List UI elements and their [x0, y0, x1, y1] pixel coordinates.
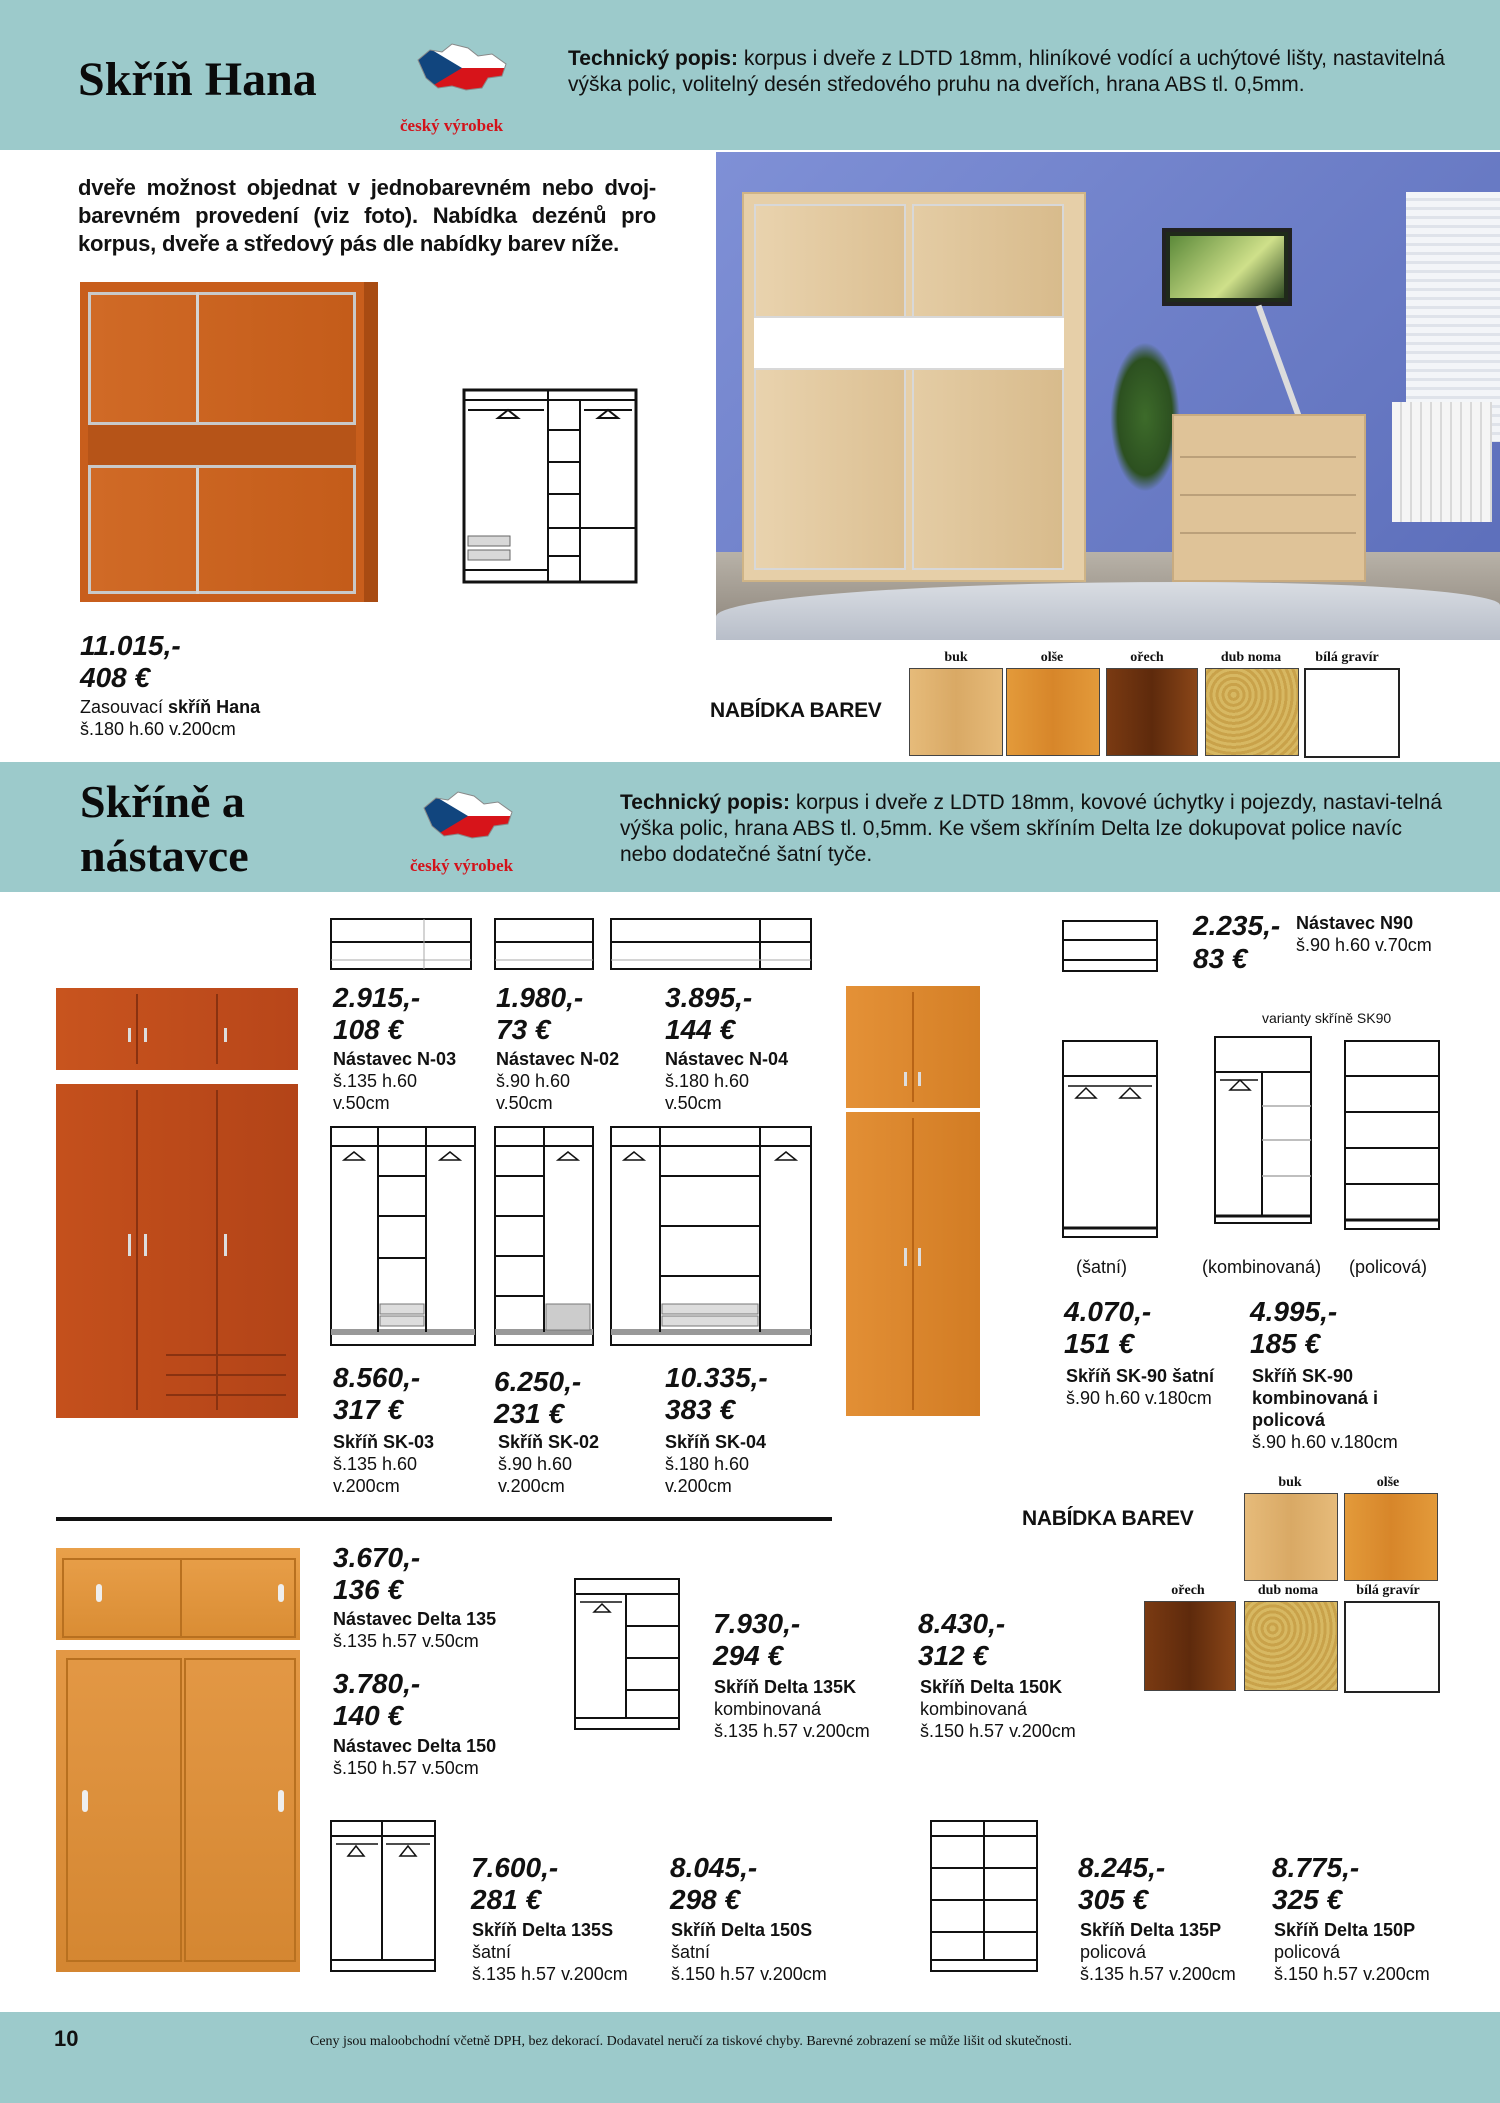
- n02-name: Nástavec N-02: [496, 1049, 620, 1069]
- sk90k-price-czk: 4.995,-: [1250, 1296, 1338, 1327]
- swatch-orech: [1106, 668, 1198, 756]
- d135k-name: Skříň Delta 135K: [714, 1677, 857, 1697]
- d135k-price-czk: 7.930,-: [713, 1608, 801, 1639]
- d135s-price-czk: 7.600,-: [471, 1852, 559, 1883]
- swatch2-buk: [1244, 1493, 1338, 1581]
- n04-dims1: š.180 h.60: [665, 1071, 750, 1091]
- sk90-kombinovana-drawing: [1214, 1036, 1312, 1224]
- delta-topbox-image: [56, 1548, 300, 1640]
- d150k-type: kombinovaná: [920, 1699, 1028, 1719]
- sk90-satni-drawing: [1062, 1040, 1158, 1238]
- d135p-name: Skříň Delta 135P: [1080, 1920, 1222, 1940]
- czech-product-label-2: český výrobek: [410, 856, 514, 875]
- d135p-price-czk: 8.245,-: [1078, 1852, 1166, 1883]
- delta-k-drawing: [574, 1578, 680, 1730]
- sk02-name: Skříň SK-02: [498, 1432, 600, 1452]
- variant-label-policova: (policová): [1349, 1257, 1428, 1277]
- colors-title-skrine: NABÍDKA BAREV: [1022, 1507, 1194, 1530]
- sk90k-dims: š.90 h.60 v.180cm: [1252, 1432, 1398, 1452]
- d150k-dims: š.150 h.57 v.200cm: [920, 1721, 1076, 1741]
- sk04-dims2: v.200cm: [665, 1476, 732, 1496]
- variant-label-kombinovana: (kombinovaná): [1202, 1257, 1322, 1277]
- n90-name: Nástavec N90: [1296, 913, 1414, 933]
- n03-drawing: [330, 918, 472, 970]
- d135p-type: policová: [1080, 1942, 1147, 1962]
- n04-drawing: [610, 918, 812, 970]
- d150s-type: šatní: [671, 1942, 711, 1962]
- variant-label-satni: (šatní): [1076, 1257, 1128, 1277]
- swatch2-label-bila-gravir: bílá gravír: [1356, 1583, 1420, 1598]
- d150p-price-eur: 325 €: [1272, 1884, 1343, 1915]
- d135n-dims: š.135 h.57 v.50cm: [333, 1631, 479, 1651]
- n02-price-czk: 1.980,-: [496, 982, 584, 1013]
- n02-dims1: š.90 h.60: [496, 1071, 571, 1091]
- sk02-price-eur: 231 €: [494, 1398, 565, 1429]
- d135k-dims: š.135 h.57 v.200cm: [714, 1721, 870, 1741]
- swatch2-label-orech: ořech: [1171, 1583, 1205, 1598]
- delta-s-drawing: [330, 1820, 436, 1972]
- sk03-price-czk: 8.560,-: [333, 1362, 421, 1393]
- sk04-price-czk: 10.335,-: [665, 1362, 768, 1393]
- n02-price-eur: 73 €: [496, 1014, 551, 1045]
- sk04-name: Skříň SK-04: [665, 1432, 767, 1452]
- section-title-skrine-line2: nástavce: [80, 830, 249, 881]
- colors-title-hana: NABÍDKA BAREV: [710, 699, 882, 722]
- swatch-label-buk: buk: [944, 650, 968, 665]
- n03-price-czk: 2.915,-: [333, 982, 421, 1013]
- tech-label-2: Technický popis:: [620, 791, 790, 814]
- d150s-price-czk: 8.045,-: [670, 1852, 758, 1883]
- sk90s-price-eur: 151 €: [1064, 1328, 1135, 1359]
- sk90s-price-czk: 4.070,-: [1064, 1296, 1152, 1327]
- d135s-type: šatní: [472, 1942, 512, 1962]
- sk90s-name: Skříň SK-90 šatní: [1066, 1366, 1215, 1386]
- n03-price-eur: 108 €: [333, 1014, 404, 1045]
- sk02-drawing: [494, 1126, 594, 1346]
- n04-dims2: v.50cm: [665, 1093, 722, 1113]
- n90-drawing: [1062, 920, 1158, 972]
- n03-dims1: š.135 h.60: [333, 1071, 418, 1091]
- footer-note: Ceny jsou maloobchodní včetně DPH, bez dekorací. Dodavatel neručí za tiskové chyby. Barevné zobrazení se může lišit od skutečnosti.: [310, 2034, 1072, 2049]
- hana-layout-drawing: [462, 388, 638, 584]
- sk90k-name2: kombinovaná i: [1252, 1388, 1379, 1408]
- sk90-topbox-image: [846, 986, 980, 1108]
- swatch2-olse: [1344, 1493, 1438, 1581]
- tech-label: Technický popis:: [568, 47, 738, 70]
- n02-dims2: v.50cm: [496, 1093, 553, 1113]
- d150n-price-eur: 140 €: [333, 1700, 404, 1731]
- d150k-price-czk: 8.430,-: [918, 1608, 1006, 1639]
- sk03-topbox-image: [56, 988, 298, 1070]
- delta-p-drawing: [930, 1820, 1038, 1972]
- tech-text-2: korpus i dveře z LDTD 18mm, kovové úchytky i pojezdy, nastavi-telná výška polic, hrana ABS tl. 0,5mm. Ke všem skříním Delta lze dokupovat police navíc nebo dodatečné šatní tyče.: [620, 791, 1443, 866]
- door-note: dveře možnost objednat v jednobarevném nebo dvoj-barevném provedení (viz foto). Nabídka dezénů pro korpus, dveře a středový pás dle nabídky barev níže.: [78, 175, 656, 256]
- d150n-dims: š.150 h.57 v.50cm: [333, 1758, 479, 1778]
- d135k-type: kombinovaná: [714, 1699, 822, 1719]
- sk04-drawing: [610, 1126, 812, 1346]
- czech-flag-map-icon-2: [418, 786, 518, 846]
- section-title-skrine-line1: Skříně a: [80, 776, 245, 827]
- sk90-wardrobe-image: [846, 1112, 980, 1416]
- swatch-label-orech: ořech: [1130, 650, 1164, 665]
- d150p-dims: š.150 h.57 v.200cm: [1274, 1964, 1430, 1984]
- n04-price-eur: 144 €: [665, 1014, 736, 1045]
- page-number: 10: [54, 2026, 79, 2051]
- n03-dims2: v.50cm: [333, 1093, 390, 1113]
- swatch2-orech: [1144, 1601, 1236, 1691]
- hana-price-czk: 11.015,-: [80, 630, 181, 661]
- d150s-dims: š.150 h.57 v.200cm: [671, 1964, 827, 1984]
- hana-product-prefix: Zasouvací: [80, 697, 169, 717]
- d135s-price-eur: 281 €: [471, 1884, 542, 1915]
- tech-description-skrine: [620, 790, 1450, 868]
- swatch2-label-buk: buk: [1278, 1475, 1302, 1490]
- n90-price-eur: 83 €: [1193, 943, 1248, 974]
- d135p-price-eur: 305 €: [1078, 1884, 1149, 1915]
- d135n-price-czk: 3.670,-: [333, 1542, 421, 1573]
- n90-price-czk: 2.235,-: [1193, 910, 1281, 941]
- tech-text: korpus i dveře z LDTD 18mm, hliníkové vodící a uchýtové lišty, nastavitelná výška polic, volitelný desén středového pruhu na dveřích, hrana ABS tl. 0,5mm.: [568, 47, 1445, 96]
- sk03-drawing: [330, 1126, 476, 1346]
- hana-wardrobe-image: [80, 282, 378, 602]
- swatch-bila-gravir: [1304, 668, 1400, 758]
- sk03-price-eur: 317 €: [333, 1394, 404, 1425]
- footer-band: [0, 2012, 1500, 2103]
- sk90k-name3: policová: [1252, 1410, 1326, 1430]
- d135s-dims: š.135 h.57 v.200cm: [472, 1964, 628, 1984]
- sk90-policova-drawing: [1344, 1040, 1440, 1230]
- sk02-dims1: š.90 h.60: [498, 1454, 573, 1474]
- d150n-name: Nástavec Delta 150: [333, 1736, 497, 1756]
- sk04-price-eur: 383 €: [665, 1394, 736, 1425]
- hana-room-photo: [716, 152, 1500, 640]
- n03-name: Nástavec N-03: [333, 1049, 457, 1069]
- n90-dims: š.90 h.60 v.70cm: [1296, 935, 1432, 955]
- d135n-name: Nástavec Delta 135: [333, 1609, 497, 1629]
- d150s-price-eur: 298 €: [670, 1884, 741, 1915]
- d150k-price-eur: 312 €: [918, 1640, 989, 1671]
- tech-description-hana: [568, 46, 1448, 98]
- sk90k-price-eur: 185 €: [1250, 1328, 1321, 1359]
- hana-price-eur: 408 €: [80, 662, 151, 693]
- swatch2-label-dub-noma: dub noma: [1257, 1583, 1319, 1598]
- swatch2-label-olse: olše: [1376, 1475, 1400, 1490]
- d150p-name: Skříň Delta 150P: [1274, 1920, 1416, 1940]
- n02-drawing: [494, 918, 594, 970]
- d135s-name: Skříň Delta 135S: [472, 1920, 614, 1940]
- d135n-price-eur: 136 €: [333, 1574, 404, 1605]
- czech-flag-map-icon: [412, 38, 512, 98]
- sk03-name: Skříň SK-03: [333, 1432, 435, 1452]
- sk04-dims1: š.180 h.60: [665, 1454, 750, 1474]
- sk90s-dims: š.90 h.60 v.180cm: [1066, 1388, 1212, 1408]
- d150p-type: policová: [1274, 1942, 1341, 1962]
- n04-price-czk: 3.895,-: [665, 982, 753, 1013]
- d150p-price-czk: 8.775,-: [1272, 1852, 1360, 1883]
- swatch-label-bila-gravir: bílá gravír: [1315, 650, 1379, 665]
- hana-product-bold: skříň Hana: [168, 697, 261, 717]
- hana-product-name: [80, 697, 260, 718]
- sk02-dims2: v.200cm: [498, 1476, 565, 1496]
- d135k-price-eur: 294 €: [713, 1640, 784, 1671]
- sk03-wardrobe-image: [56, 1084, 298, 1418]
- section-divider: [56, 1517, 832, 1521]
- d150s-name: Skříň Delta 150S: [671, 1920, 813, 1940]
- swatch-label-olse: olše: [1040, 650, 1064, 665]
- swatch-buk: [909, 668, 1003, 756]
- swatch2-dub-noma: [1244, 1601, 1338, 1691]
- swatch2-bila-gravir: [1344, 1601, 1440, 1693]
- czech-product-label: český výrobek: [400, 116, 504, 135]
- sk90k-name1: Skříň SK-90: [1252, 1366, 1354, 1386]
- delta-wardrobe-image: [56, 1650, 300, 1972]
- section-title-hana: Skříň Hana: [78, 53, 317, 106]
- d135p-dims: š.135 h.57 v.200cm: [1080, 1964, 1236, 1984]
- d150n-price-czk: 3.780,-: [333, 1668, 421, 1699]
- swatch-label-dub-noma: dub noma: [1220, 650, 1282, 665]
- sk03-dims1: š.135 h.60: [333, 1454, 418, 1474]
- n04-name: Nástavec N-04: [665, 1049, 789, 1069]
- hana-dims: š.180 h.60 v.200cm: [80, 719, 236, 739]
- sk03-dims2: v.200cm: [333, 1476, 400, 1496]
- swatch-dub-noma: [1205, 668, 1299, 756]
- d150k-name: Skříň Delta 150K: [920, 1677, 1063, 1697]
- variants-title: varianty skříně SK90: [1262, 1010, 1392, 1026]
- sk02-price-czk: 6.250,-: [494, 1366, 582, 1397]
- swatch-olse: [1006, 668, 1100, 756]
